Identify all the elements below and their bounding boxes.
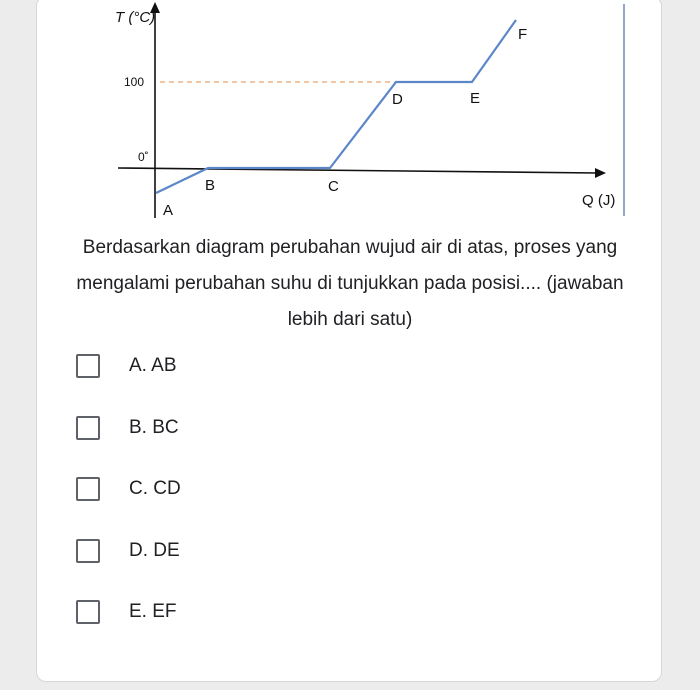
- option-cd-label: C. CD: [129, 478, 181, 499]
- phase-path: [156, 20, 516, 193]
- option-cd[interactable]: [76, 469, 596, 509]
- point-label-f: F: [518, 26, 528, 43]
- option-de[interactable]: [76, 531, 596, 571]
- point-label-b: B: [205, 177, 216, 194]
- options-list: [76, 346, 596, 654]
- checkbox-ab[interactable]: [76, 354, 100, 378]
- point-label-d: D: [392, 91, 403, 108]
- x-axis: [118, 168, 598, 173]
- point-label-a: A: [163, 202, 174, 219]
- checkbox-cd[interactable]: [76, 477, 100, 501]
- phase-change-diagram: [0, 0, 700, 230]
- checkbox-ef[interactable]: [76, 600, 100, 624]
- x-axis-arrow: [595, 168, 606, 178]
- checkbox-de[interactable]: [76, 539, 100, 563]
- point-label-e: E: [470, 90, 481, 107]
- checkbox-bc[interactable]: [76, 416, 100, 440]
- option-ab-label: A. AB: [129, 355, 177, 376]
- option-ef[interactable]: [76, 592, 596, 632]
- option-ab[interactable]: [76, 346, 596, 386]
- point-label-c: C: [328, 178, 339, 195]
- option-bc[interactable]: [76, 408, 596, 448]
- x-axis-label: Q (J): [582, 192, 616, 209]
- y-axis-label: T (°C): [115, 9, 156, 26]
- tick-0-label: 0˚: [138, 150, 149, 164]
- tick-100-label: 100: [124, 75, 145, 89]
- option-de-label: D. DE: [129, 539, 180, 561]
- question-text: Berdasarkan diagram perubahan wujud air di atas, proses yang mengalami perubahan suhu di tunjukkan pada posisi.... (jawaban lebih dari satu): [76, 237, 624, 330]
- option-bc-label: B. BC: [129, 416, 179, 438]
- option-ef-label: E. EF: [129, 601, 177, 622]
